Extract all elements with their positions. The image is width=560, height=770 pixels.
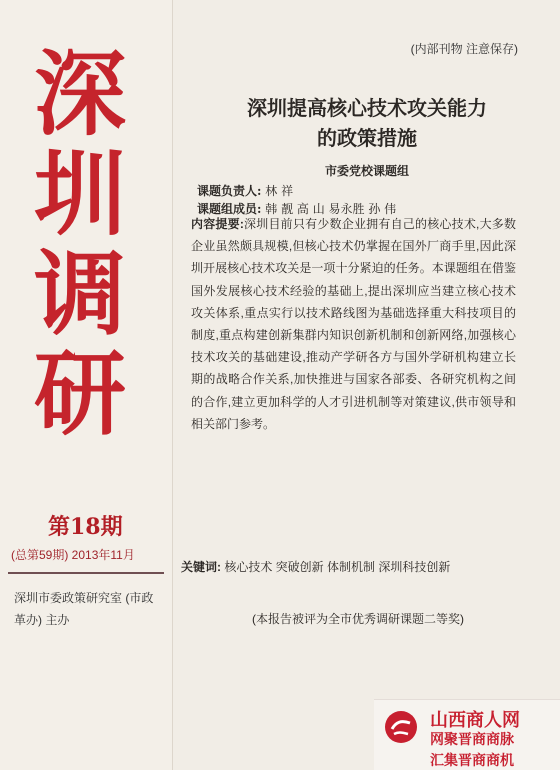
- title-line-2: 的政策措施: [317, 126, 417, 150]
- award-note: (本报告被评为全市优秀调研课题二等奖): [252, 612, 464, 626]
- article-panel: [173, 0, 560, 770]
- journal-title: [20, 40, 140, 448]
- keywords-block: [181, 558, 521, 576]
- author-block: [197, 162, 537, 218]
- watermark-line-1: 山西商人网: [430, 710, 520, 730]
- watermark-logo-icon: [382, 708, 420, 746]
- project-owner: [197, 182, 537, 200]
- journal-title-char-2: 圳: [33, 140, 126, 248]
- organization: 深圳市委政策研究室 (市政革办) 主办: [14, 591, 154, 627]
- watermark-line-3: 汇集晋商商机: [430, 752, 514, 768]
- research-group: 市委党校课题组: [324, 164, 409, 178]
- keywords-label: 关键词:: [181, 560, 221, 574]
- cover-divider: [8, 572, 164, 574]
- issue-subtitle: (总第59期) 2013年11月: [11, 548, 135, 562]
- project-members-value: 韩 靓 高 山 易永胜 孙 伟: [265, 202, 397, 216]
- keywords-text: 核心技术 突破创新 体制机制 深圳科技创新: [224, 560, 451, 574]
- watermark-line-2: 网聚晋商商脉: [430, 731, 514, 747]
- journal-title-char-4: 研: [33, 340, 126, 448]
- journal-title-char-3: 调: [33, 240, 126, 348]
- title-line-1: 深圳提高核心技术攻关能力: [247, 96, 487, 120]
- project-owner-label: 课题负责人:: [197, 184, 262, 198]
- internal-publication-note: (内部刊物 注意保存): [410, 42, 518, 56]
- article-title: [197, 93, 537, 153]
- issue-number: 第18期: [48, 514, 123, 540]
- journal-title-char-1: 深: [33, 40, 126, 148]
- abstract-block: [191, 213, 516, 435]
- project-members-label: 课题组成员:: [197, 202, 262, 216]
- abstract-label: 内容提要:: [191, 217, 244, 231]
- site-watermark: [374, 699, 560, 770]
- left-cover-panel: [0, 0, 173, 770]
- abstract-text: 深圳目前只有少数企业拥有自己的核心技术,大多数企业虽然颇具规模,但核心技术仍掌握在国外厂商手里,因此深圳开展核心技术攻关是一项十分紧迫的任务。本课题组在借鉴国外发展核心技术经验的基础上,提出深圳应当建立核心技术攻关体系,重点实行以技术路线图为基础选择重大科技项目的制度,重点构建创新集群内知识创新机制和创新网络,加强核心技术攻关的基础建设,推动产学研各方与国外学研机构建立长期的战略合作关系,加快推进与国家各部委、各研究机构之间的合作,建立更加科学的人才引进机制等对策建议,供市领导和相关部门参考。: [191, 217, 516, 431]
- project-owner-value: 林 祥: [265, 184, 294, 198]
